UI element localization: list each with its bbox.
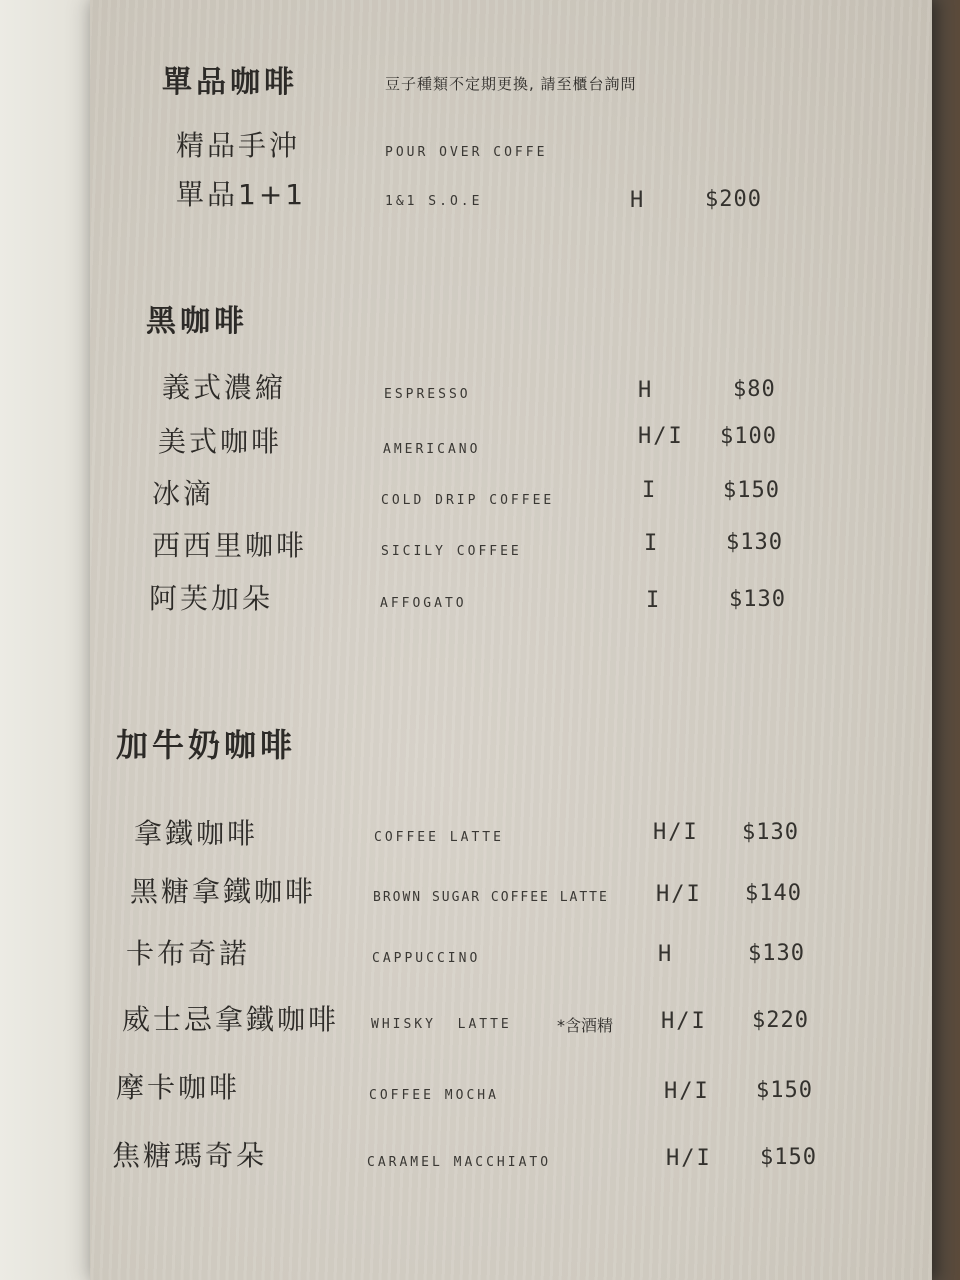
item-temperature: H/I [656,882,702,907]
item-name: 拿鐵咖啡 [134,817,259,850]
item-name: 威士忌拿鐵咖啡 [122,1003,340,1036]
item-temperature: I [644,531,660,556]
item-name: 美式咖啡 [158,425,283,458]
item-price: $130 [748,941,805,966]
item-name: 卡布奇諾 [126,937,251,970]
item-name: 阿芙加朵 [149,582,274,615]
item-english: AMERICANO [383,442,481,457]
item-name: 黑糖拿鐵咖啡 [130,875,317,908]
item-temperature: H/I [638,424,684,449]
item-price: $200 [705,187,762,212]
item-english: WHISKY LATTE [371,1017,512,1032]
item-name: 摩卡咖啡 [116,1071,241,1104]
item-price: $130 [742,820,799,845]
item-english: 1&1 S.O.E [385,194,483,209]
item-price: $80 [733,377,776,402]
item-price: $150 [723,478,780,503]
item-temperature: H/I [666,1146,712,1171]
item-name: 精品手沖 [176,129,301,162]
item-temperature: H/I [653,820,699,845]
item-temperature: H [638,378,654,403]
item-temperature: I [646,588,662,613]
item-price: $220 [752,1008,809,1033]
item-temperature: H [658,942,674,967]
item-english: BROWN SUGAR COFFEE LATTE [373,890,609,905]
item-english: CARAMEL MACCHIATO [367,1155,552,1170]
item-english: POUR OVER COFFE [385,145,548,160]
item-name: 單品1+1 [176,178,307,211]
item-name: 冰滴 [152,477,215,510]
item-temperature: H/I [661,1009,707,1034]
item-name: 焦糖瑪奇朵 [112,1139,268,1172]
item-temperature: I [642,478,658,503]
item-name: 西西里咖啡 [152,529,308,562]
section-note: 豆子種類不定期更換, 請至櫃台詢問 [385,75,637,93]
item-price: $150 [756,1078,813,1103]
item-temperature: H/I [664,1079,710,1104]
item-english: COLD DRIP COFFEE [381,493,555,508]
menu-page [90,0,932,1280]
section-title-black-coffee: 黑咖啡 [146,304,248,339]
item-price: $100 [720,424,777,449]
alcohol-note: *含酒精 [557,1016,614,1035]
item-english: COFFEE LATTE [374,830,504,845]
item-name: 義式濃縮 [162,371,287,404]
item-english: AFFOGATO [380,596,467,611]
item-price: $130 [729,587,786,612]
item-price: $130 [726,530,783,555]
section-title-single-origin: 單品咖啡 [162,65,298,100]
item-english: ESPRESSO [384,387,471,402]
item-temperature: H [630,188,646,213]
item-price: $140 [745,881,802,906]
item-english: CAPPUCCINO [372,951,481,966]
item-english: SICILY COFFEE [381,544,522,559]
section-title-milk-coffee: 加牛奶咖啡 [116,726,297,764]
item-price: $150 [760,1145,817,1170]
item-english: COFFEE MOCHA [369,1088,499,1103]
